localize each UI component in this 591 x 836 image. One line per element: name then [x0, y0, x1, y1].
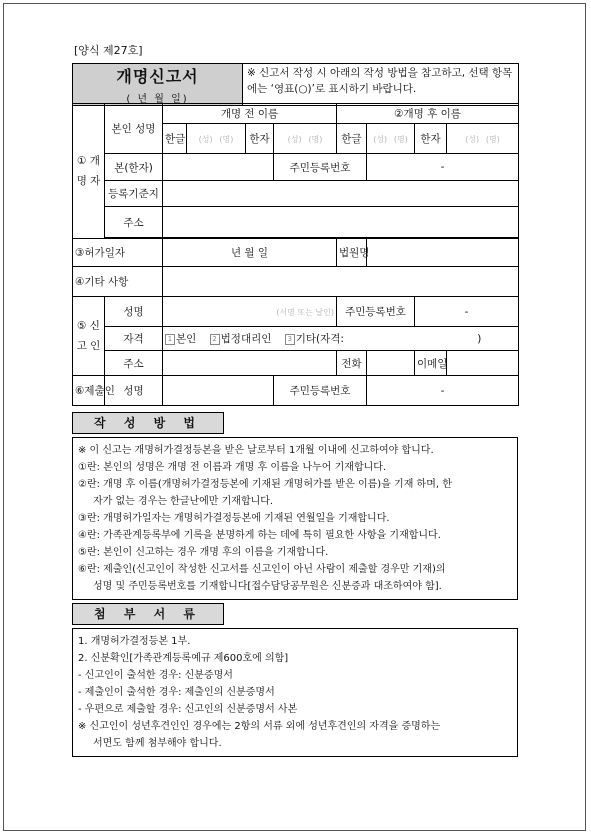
section1-label: ① 개 명 자: [73, 104, 105, 239]
permit-date-label: ③허가일자: [73, 239, 163, 267]
method-line: ③란: 개명허가일자는 개명허가결정등본에 기재된 연월일을 기재합니다.: [78, 513, 390, 524]
phone-label: 전화: [337, 351, 367, 376]
method-line: 성명 및 주민등록번호를 기재합니다[접수담당공무원은 신분증과 대조하여야 함].: [93, 581, 442, 592]
submitter-label: ⑥제출인: [73, 376, 105, 406]
rrn-field[interactable]: -: [367, 154, 519, 181]
other-field[interactable]: [163, 267, 519, 297]
checkbox-self[interactable]: 1: [165, 334, 175, 345]
method-line: ②란: 개명 후 이름(개명허가결정등본에 기재된 개명허가를 받은 이름)을 기재 하며, 한: [78, 479, 452, 490]
rrn-label: 주민등록번호: [274, 154, 367, 181]
form-title: 개명신고서: [116, 67, 199, 86]
attachment-line: - 제출인이 출석한 경우: 제출인의 신분증명서: [78, 687, 275, 698]
submitter-name-label: 성명: [105, 376, 163, 406]
method-line: ④란: 가족관계등록부에 기록을 분명하게 하는 데에 특히 필요한 사항을 기재합니다.: [78, 530, 441, 541]
qualification-label: 자격: [105, 327, 163, 351]
permit-date-field[interactable]: 년 월 일: [163, 239, 337, 267]
address-label: 주소: [105, 207, 163, 238]
after-hangul-field[interactable]: (성) (명): [367, 124, 415, 154]
after-hanja-field[interactable]: (성) (명): [447, 124, 519, 154]
submitter-rrn-field[interactable]: -: [367, 376, 519, 406]
registry-label: 등록기준지: [105, 181, 163, 207]
attachments-heading: 첨 부 서 류: [72, 603, 224, 625]
method-line: ⑤란: 본인이 신고하는 경우 개명 후의 이름을 기재합니다.: [78, 547, 329, 558]
attachment-line: 서면도 함께 첨부해야 합니다.: [93, 738, 222, 749]
other-label: ④기타 사항: [73, 267, 163, 297]
option-legal-rep-label: 법정대리인: [220, 333, 272, 345]
after-name-header: ②개명 후 이름: [337, 104, 519, 124]
submitter-name-field[interactable]: [163, 376, 274, 406]
section5-label: ⑤ 신 고 인: [73, 297, 105, 376]
court-field[interactable]: [367, 239, 519, 267]
reporter-rrn-field[interactable]: -: [415, 297, 519, 327]
attachment-line: - 우편으로 제출할 경우: 신고인의 신분증명서 사본: [78, 704, 298, 715]
before-hangul-field[interactable]: (성) (명): [187, 124, 246, 154]
form-number: [양식 제27호]: [74, 44, 143, 57]
after-hangul-label: 한글: [337, 124, 367, 154]
registry-field[interactable]: [163, 181, 519, 207]
form-header: [72, 63, 519, 106]
reporter-address-field[interactable]: [163, 351, 337, 376]
reporter-name-label: 성명: [105, 297, 163, 327]
method-line: ※ 이 신고는 개명허가결정등본을 받은 날로부터 1개월 이내에 신고하여야 합니다.: [78, 445, 434, 456]
before-name-header: 개명 전 이름: [163, 104, 337, 124]
email-label: 이메일: [415, 351, 447, 376]
before-hanja-field[interactable]: (성) (명): [274, 124, 337, 154]
attachments-box: [72, 628, 518, 757]
attachment-line: - 신고인이 출석한 경우: 신분증명서: [78, 670, 233, 681]
after-hanja-label: 한자: [415, 124, 447, 154]
attachment-line: 1. 개명허가결정등본 1부.: [78, 636, 191, 647]
reporter-address-label: 주소: [105, 351, 163, 376]
checkbox-other[interactable]: 3: [285, 334, 295, 345]
court-label: 법원명: [337, 239, 367, 267]
method-line: 자가 없는 경우는 한글난에만 기재합니다.: [93, 496, 274, 507]
address-field[interactable]: [163, 207, 519, 238]
sign-hint: (서명 또는 날인): [276, 307, 335, 317]
phone-field[interactable]: [367, 351, 415, 376]
hangul-label: 한글: [163, 124, 187, 154]
method-line: ⑥란: 제출인(신고인이 작성한 신고서를 신고인이 아닌 사람이 제출할 경우만 기재)의: [78, 564, 446, 575]
option-other-close: ): [477, 333, 482, 345]
qualification-options: [163, 327, 519, 351]
reporter-rrn-label: 주민등록번호: [337, 297, 415, 327]
report-date: ( 년 월 일): [126, 94, 189, 105]
option-self-label: 본인: [176, 333, 197, 345]
reporter-name-field[interactable]: [163, 297, 337, 327]
attachment-line: ※ 신고인이 성년후견인인 경우에는 2항의 서류 외에 성년후견인의 자격을 증명하는: [78, 721, 441, 732]
attachment-line: 2. 신분확인[가족관계등록예규 제600호에 의함]: [78, 653, 289, 664]
title-box: [73, 64, 243, 106]
method-line: ①란: 본인의 성명은 개명 전 이름과 개명 후 이름을 나누어 기재합니다.: [78, 462, 387, 473]
main-form-table: [72, 103, 519, 406]
submitter-rrn-label: 주민등록번호: [274, 376, 367, 406]
name-label: 본인 성명: [105, 104, 163, 154]
method-box: [72, 437, 518, 600]
email-field[interactable]: [447, 351, 519, 376]
hanja-label: 한자: [246, 124, 274, 154]
option-other-label: 기타(자격:: [295, 333, 344, 345]
bon-label: 본(한자): [105, 154, 163, 181]
bon-field[interactable]: [163, 154, 274, 181]
method-heading: 작 성 방 법: [72, 412, 224, 434]
notice-text: ※ 신고서 작성 시 아래의 작성 방법을 참고하고, 선택 항목에는 ‘영표(○)’로 표시하기 바랍니다.: [243, 64, 519, 106]
checkbox-legal-rep[interactable]: 2: [210, 334, 220, 345]
